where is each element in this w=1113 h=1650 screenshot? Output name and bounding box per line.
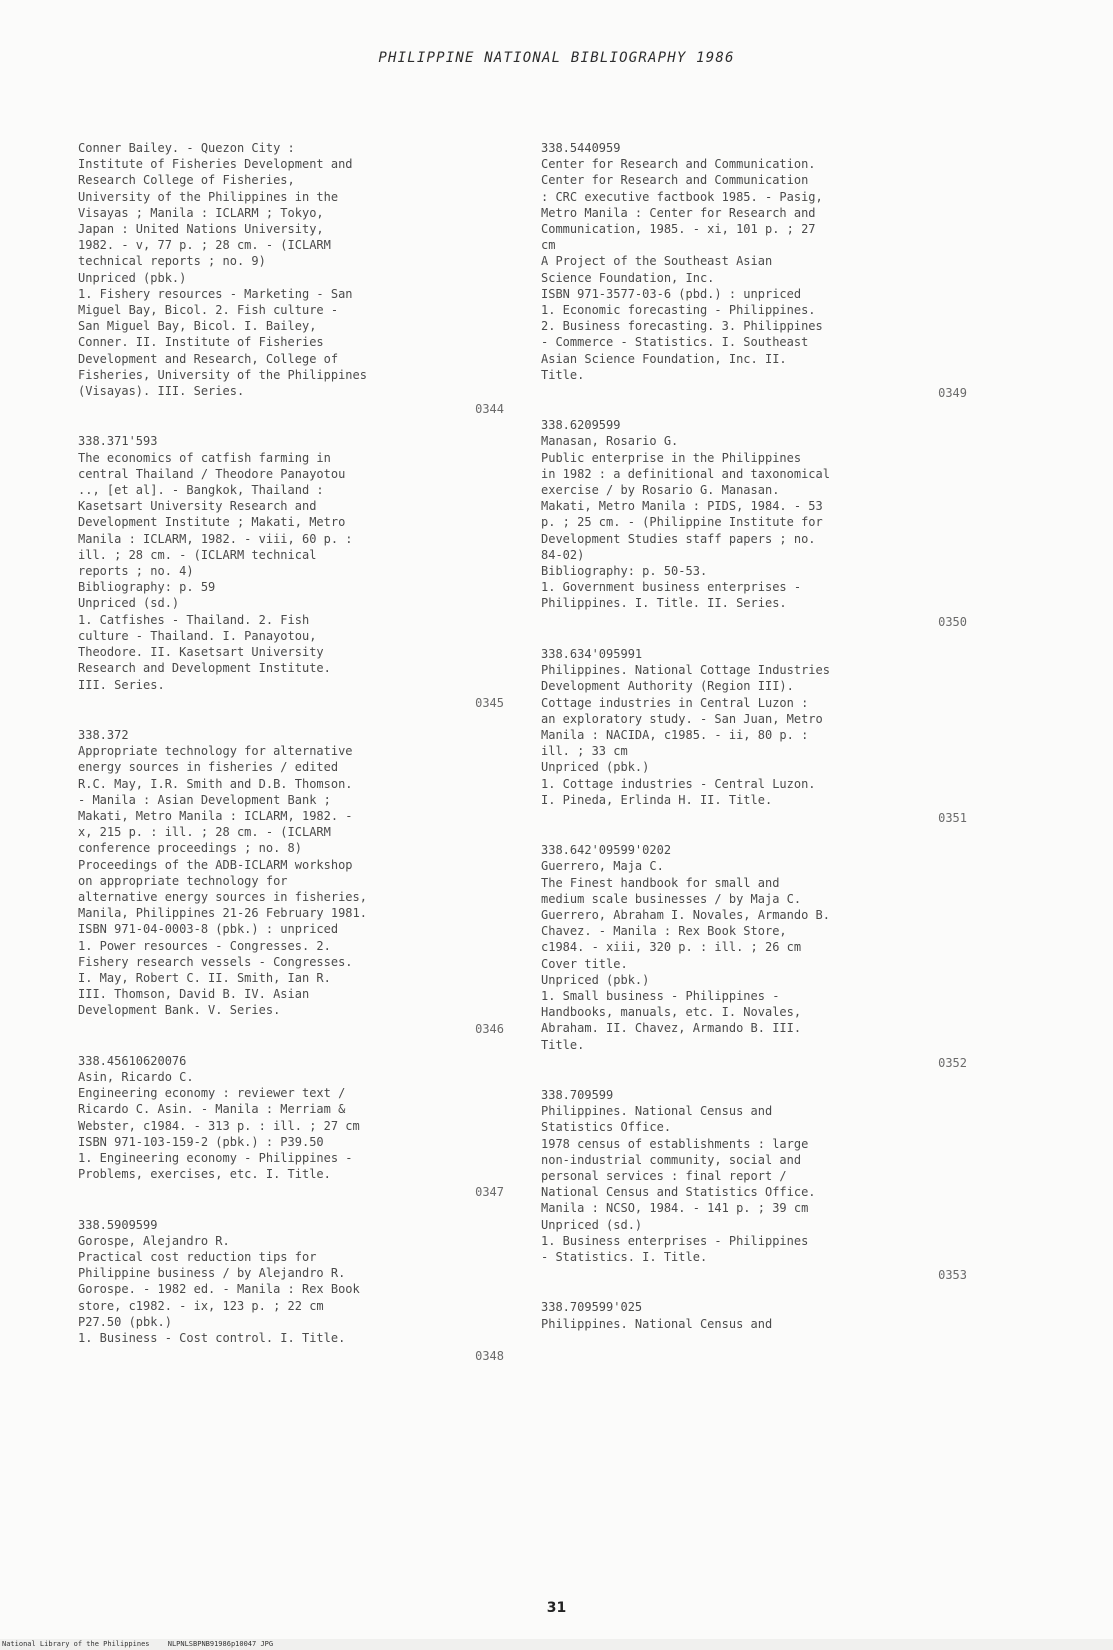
entry-line: energy sources in fisheries / edited bbox=[78, 760, 339, 775]
entry-line: Cottage industries in Central Luzon : bbox=[541, 695, 809, 710]
entry-line: alternative energy sources in fisheries, bbox=[78, 889, 367, 904]
entry-line: Japan : United Nations University, bbox=[78, 222, 324, 237]
classification-number: 338.372 bbox=[78, 727, 129, 742]
entry-line: Fishery research vessels - Congresses. bbox=[78, 954, 353, 969]
entry-line: Development Authority (Region III). bbox=[541, 679, 794, 694]
classification-number: 338.634'095991 bbox=[541, 646, 643, 661]
entry-line: - Statistics. I. Title. bbox=[541, 1250, 708, 1264]
entry-line: Conner Bailey. - Quezon City : bbox=[78, 141, 295, 155]
entry-line: R.C. May, I.R. Smith and D.B. Thomson. bbox=[78, 776, 353, 791]
entry-line: Handbooks, manuals, etc. I. Novales, bbox=[541, 1005, 802, 1020]
entry-line: Center for Research and Communication. bbox=[541, 157, 816, 172]
entry-line: Philippines. I. Title. II. Series. bbox=[541, 596, 787, 611]
bibliography-entry bbox=[541, 646, 981, 826]
entry-line: Engineering economy : reviewer text / bbox=[78, 1086, 346, 1101]
bibliography-entry bbox=[78, 1053, 518, 1201]
entry-line: University of the Philippines in the bbox=[78, 189, 339, 204]
entry-line: III. Series. bbox=[78, 677, 165, 692]
entry-line: Abraham. II. Chavez, Armando B. III. bbox=[541, 1021, 802, 1036]
entry-line: reports ; no. 4) bbox=[78, 564, 194, 579]
entry-line: an exploratory study. - San Juan, Metro bbox=[541, 711, 823, 726]
page-header: PHILIPPINE NATIONAL BIBLIOGRAPHY 1986 bbox=[378, 50, 735, 66]
entry-line: cm bbox=[541, 238, 556, 253]
entry-line: non-industrial community, social and bbox=[541, 1152, 802, 1167]
entry-line: I. May, Robert C. II. Smith, Ian R. bbox=[78, 970, 331, 985]
entry-line: (Visayas). III. Series. bbox=[78, 384, 245, 399]
entry-code: 0344 bbox=[475, 402, 504, 417]
entry-line: Unpriced (pbk.) bbox=[541, 760, 650, 775]
entry-code: 0347 bbox=[475, 1185, 504, 1200]
entry-line: personal services : final report / bbox=[541, 1168, 787, 1183]
entry-line: The Finest handbook for small and bbox=[541, 875, 780, 890]
entry-line: 1. Power resources - Congresses. 2. bbox=[78, 938, 331, 953]
entry-line: The economics of catfish farming in bbox=[78, 450, 331, 465]
entry-line: 84-02) bbox=[541, 547, 585, 562]
entry-line: Unpriced (sd.) bbox=[541, 1217, 643, 1232]
entry-code: 0353 bbox=[938, 1268, 967, 1283]
entry-line: - Manila : Asian Development Bank ; bbox=[78, 792, 331, 807]
entry-line: Makati, Metro Manila : PIDS, 1984. - 53 bbox=[541, 499, 823, 514]
entry-line: 1. Cottage industries - Central Luzon. bbox=[541, 776, 816, 791]
entry-line: Development Institute ; Makati, Metro bbox=[78, 515, 346, 530]
entry-line: Unpriced (sd.) bbox=[78, 596, 180, 611]
footer-file-id: NLPNLSBPNB91986p10047 JPG bbox=[167, 1640, 274, 1648]
scan-footer bbox=[0, 1639, 1113, 1650]
classification-number: 338.6209599 bbox=[541, 418, 621, 433]
footer-library: National Library of the Philippines bbox=[2, 1640, 150, 1648]
entry-line: c1984. - xiii, 320 p. : ill. ; 26 cm bbox=[541, 940, 802, 955]
entry-line: Gorospe. - 1982 ed. - Manila : Rex Book bbox=[78, 1282, 360, 1297]
bibliography-entry bbox=[541, 1087, 981, 1283]
entry-line: culture - Thailand. I. Panayotou, bbox=[78, 628, 317, 643]
entry-line: technical reports ; no. 9) bbox=[78, 254, 266, 269]
entry-line: central Thailand / Theodore Panayotou bbox=[78, 466, 346, 481]
bibliography-entry bbox=[78, 727, 518, 1037]
entry-line: 1. Business enterprises - Philippines bbox=[541, 1233, 809, 1248]
entry-line: ISBN 971-3577-03-6 (pbd.) : unpriced bbox=[541, 286, 802, 301]
classification-number: 338.5909599 bbox=[78, 1217, 158, 1232]
entry-line: National Census and Statistics Office. bbox=[541, 1185, 816, 1200]
entry-line: Theodore. II. Kasetsart University bbox=[78, 645, 324, 660]
entry-line: 1. Government business enterprises - bbox=[541, 580, 802, 595]
entry-line: 1. Small business - Philippines - bbox=[541, 988, 780, 1003]
entry-line: Problems, exercises, etc. I. Title. bbox=[78, 1167, 331, 1182]
entry-line: 1978 census of establishments : large bbox=[541, 1136, 809, 1151]
entry-line: Communication, 1985. - xi, 101 p. ; 27 bbox=[541, 222, 816, 237]
entry-line: I. Pineda, Erlinda H. II. Title. bbox=[541, 792, 773, 807]
entry-line: Chavez. - Manila : Rex Book Store, bbox=[541, 924, 787, 939]
entry-line: 1. Catfishes - Thailand. 2. Fish bbox=[78, 612, 310, 627]
entry-line: Title. bbox=[541, 367, 585, 382]
entry-line: on appropriate technology for bbox=[78, 873, 288, 888]
classification-number: 338.709599 bbox=[541, 1087, 614, 1102]
entry-line: Visayas ; Manila : ICLARM ; Tokyo, bbox=[78, 205, 324, 220]
entry-line: Unpriced (pbk.) bbox=[541, 972, 650, 987]
entry-line: Ricardo C. Asin. - Manila : Merriam & bbox=[78, 1102, 346, 1117]
entry-line: p. ; 25 cm. - (Philippine Institute for bbox=[541, 515, 823, 530]
entry-line: 1982. - v, 77 p. ; 28 cm. - (ICLARM bbox=[78, 238, 331, 253]
entry-line: Conner. II. Institute of Fisheries bbox=[78, 335, 324, 350]
bibliography-entry bbox=[78, 1217, 518, 1365]
entry-line: ill. ; 33 cm bbox=[541, 744, 628, 759]
entry-line: store, c1982. - ix, 123 p. ; 22 cm bbox=[78, 1298, 324, 1313]
entry-line: 1. Engineering economy - Philippines - bbox=[78, 1150, 353, 1165]
entry-line: Development Studies staff papers ; no. bbox=[541, 531, 816, 546]
entry-line: Appropriate technology for alternative bbox=[78, 744, 353, 759]
entry-line: Practical cost reduction tips for bbox=[78, 1250, 317, 1264]
entry-line: Research College of Fisheries, bbox=[78, 173, 295, 188]
entry-line: 1. Business - Cost control. I. Title. bbox=[78, 1331, 346, 1346]
entry-line: Makati, Metro Manila : ICLARM, 1982. - bbox=[78, 808, 353, 823]
entry-line: ISBN 971-103-159-2 (pbk.) : P39.50 bbox=[78, 1134, 324, 1149]
entry-line: Institute of Fisheries Development and bbox=[78, 157, 353, 172]
entry-line: Unpriced (pbk.) bbox=[78, 270, 187, 285]
bibliography-entry bbox=[78, 433, 518, 710]
entry-code: 0349 bbox=[938, 386, 967, 401]
entry-line: Research and Development Institute. bbox=[78, 661, 331, 676]
entry-code: 0350 bbox=[938, 614, 967, 629]
entry-line: Statistics Office. bbox=[541, 1120, 672, 1135]
entry-line: Guerrero, Abraham I. Novales, Armando B. bbox=[541, 907, 830, 922]
entry-line: Philippines. National Cottage Industries bbox=[541, 663, 830, 678]
entry-line: Metro Manila : Center for Research and bbox=[541, 205, 816, 220]
entry-line: Manila : ICLARM, 1982. - viii, 60 p. : bbox=[78, 531, 353, 546]
left-column bbox=[78, 140, 518, 1380]
entry-line: Science Foundation, Inc. bbox=[541, 270, 715, 285]
entry-code: 0346 bbox=[475, 1021, 504, 1036]
entry-line: Miguel Bay, Bicol. 2. Fish culture - bbox=[78, 303, 339, 318]
classification-number: 338.45610620076 bbox=[78, 1053, 187, 1068]
entry-line: Bibliography: p. 59 bbox=[78, 580, 216, 595]
entry-line: Guerrero, Maja C. bbox=[541, 859, 664, 874]
entry-line: III. Thomson, David B. IV. Asian bbox=[78, 987, 310, 1002]
entry-line: P27.50 (pbk.) bbox=[78, 1314, 172, 1329]
entry-line: 2. Business forecasting. 3. Philippines bbox=[541, 319, 823, 334]
entry-line: Proceedings of the ADB-ICLARM workshop bbox=[78, 857, 353, 872]
entry-line: x, 215 p. : ill. ; 28 cm. - (ICLARM bbox=[78, 825, 331, 840]
entry-line: Title. bbox=[541, 1037, 585, 1052]
entry-line: Webster, c1984. - 313 p. : ill. ; 27 cm bbox=[78, 1118, 360, 1133]
entry-line: Philippine business / by Alejandro R. bbox=[78, 1266, 346, 1281]
entry-line: Fisheries, University of the Philippines bbox=[78, 367, 367, 382]
entry-line: A Project of the Southeast Asian bbox=[541, 254, 773, 269]
classification-number: 338.709599'025 bbox=[541, 1300, 643, 1315]
entry-line: 1. Fishery resources - Marketing - San bbox=[78, 286, 353, 301]
classification-number: 338.642'09599'0202 bbox=[541, 843, 672, 858]
bibliography-entry bbox=[541, 842, 981, 1071]
entry-line: in 1982 : a definitional and taxonomical bbox=[541, 466, 830, 481]
entry-line: San Miguel Bay, Bicol. I. Bailey, bbox=[78, 319, 317, 334]
classification-number: 338.5440959 bbox=[541, 141, 621, 155]
right-column bbox=[541, 140, 981, 1348]
entry-line: Public enterprise in the Philippines bbox=[541, 450, 802, 465]
entry-code: 0351 bbox=[938, 810, 967, 825]
bibliography-entry bbox=[541, 1299, 981, 1331]
entry-line: Philippines. National Census and bbox=[541, 1316, 773, 1331]
entry-line: .., [et al]. - Bangkok, Thailand : bbox=[78, 483, 324, 498]
entry-line: Manila : NACIDA, c1985. - ii, 80 p. : bbox=[541, 727, 809, 742]
entry-line: medium scale businesses / by Maja C. bbox=[541, 891, 802, 906]
entry-line: Kasetsart University Research and bbox=[78, 499, 317, 514]
entry-line: conference proceedings ; no. 8) bbox=[78, 841, 302, 856]
entry-line: Development Bank. V. Series. bbox=[78, 1003, 281, 1018]
bibliography-entry bbox=[541, 140, 981, 401]
entry-code: 0352 bbox=[938, 1055, 967, 1070]
entry-line: exercise / by Rosario G. Manasan. bbox=[541, 483, 780, 498]
entry-line: ISBN 971-04-0003-8 (pbk.) : unpriced bbox=[78, 922, 339, 937]
entry-code: 0345 bbox=[475, 695, 504, 710]
entry-line: : CRC executive factbook 1985. - Pasig, bbox=[541, 189, 823, 204]
entry-line: Cover title. bbox=[541, 956, 628, 971]
bibliography-entry bbox=[78, 140, 518, 417]
entry-line: Philippines. National Census and bbox=[541, 1104, 773, 1119]
entry-line: - Commerce - Statistics. I. Southeast bbox=[541, 335, 809, 350]
entry-line: ill. ; 28 cm. - (ICLARM technical bbox=[78, 547, 317, 562]
entry-line: Asian Science Foundation, Inc. II. bbox=[541, 351, 787, 366]
entry-line: Asin, Ricardo C. bbox=[78, 1069, 194, 1084]
entry-line: Gorospe, Alejandro R. bbox=[78, 1233, 230, 1248]
entry-code: 0348 bbox=[475, 1349, 504, 1364]
entry-line: Manila : NCSO, 1984. - 141 p. ; 39 cm bbox=[541, 1201, 809, 1216]
classification-number: 338.371'593 bbox=[78, 434, 158, 449]
page-number: 31 bbox=[546, 1600, 567, 1616]
entry-line: Center for Research and Communication bbox=[541, 173, 809, 188]
entry-line: Manila, Philippines 21-26 February 1981. bbox=[78, 906, 367, 921]
entry-line: Development and Research, College of bbox=[78, 351, 339, 366]
bibliography-entry bbox=[541, 417, 981, 630]
entry-line: 1. Economic forecasting - Philippines. bbox=[541, 303, 816, 318]
entry-line: Bibliography: p. 50-53. bbox=[541, 564, 708, 579]
entry-line: Manasan, Rosario G. bbox=[541, 434, 679, 449]
